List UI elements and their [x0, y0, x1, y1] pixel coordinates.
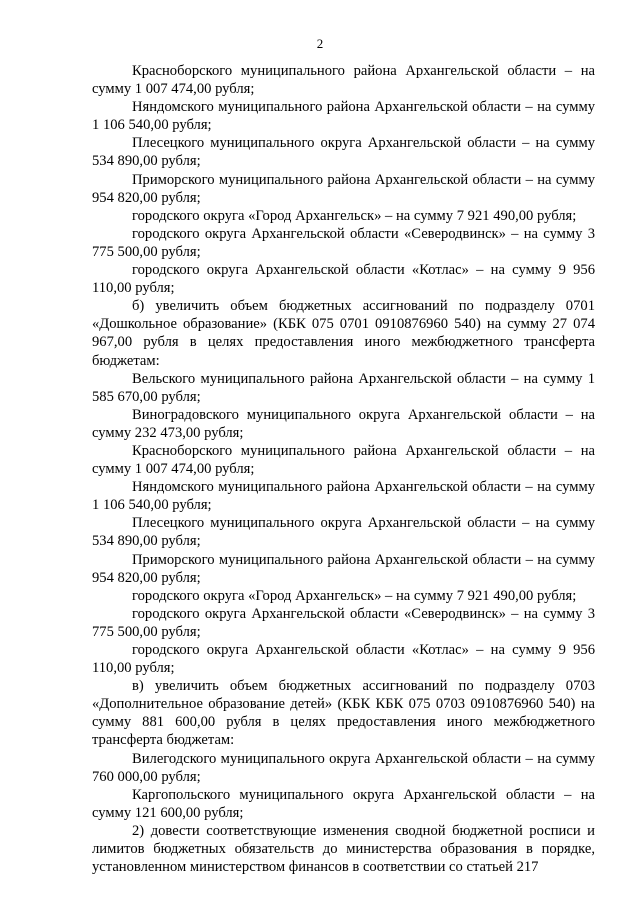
paragraph: Няндомского муниципального района Архангельской области – на сумму 1 106 540,00 рубля; — [92, 479, 595, 514]
paragraph: Вельского муниципального района Архангельской области – на сумму 1 585 670,00 рубля; — [92, 370, 595, 405]
paragraph: городского округа Архангельской области «Северодвинск» – на сумму 3 775 500,00 рубля; — [92, 605, 595, 640]
paragraph: городского округа Архангельской области «Котлас» – на сумму 9 956 110,00 рубля; — [92, 642, 595, 677]
paragraph: Каргопольского муниципального округа Архангельской области – на сумму 121 600,00 рубля; — [92, 786, 595, 821]
paragraph: Приморского муниципального района Архангельской области – на сумму 954 820,00 рубля; — [92, 551, 595, 586]
paragraph: б) увеличить объем бюджетных ассигнований по подразделу 0701 «Дошкольное образование» (КБК 075 0701 0910876960 540) на сумму 27 074 967,00 рубля в целях предоставления иного межбюджетного трансферта бюджетам: — [92, 298, 595, 369]
paragraph: городского округа Архангельской области «Северодвинск» – на сумму 3 775 500,00 рубля; — [92, 225, 595, 260]
paragraph: Няндомского муниципального района Архангельской области – на сумму 1 106 540,00 рубля; — [92, 99, 595, 134]
page-number: 2 — [316, 36, 324, 51]
paragraph: городского округа «Город Архангельск» – на сумму 7 921 490,00 рубля; — [132, 587, 577, 604]
paragraph: городского округа Архангельской области «Котлас» – на сумму 9 956 110,00 рубля; — [92, 262, 595, 297]
paragraph: Красноборского муниципального района Архангельской области – на сумму 1 007 474,00 рубля; — [92, 63, 595, 98]
paragraph: в) увеличить объем бюджетных ассигнований по подразделу 0703 «Дополнительное образование детей» (КБК КБК 075 0703 0910876960 540) на сумму 881 600,00 рубля в целях предоставления иного межбюджетного трансферта бюджетам: — [92, 678, 595, 749]
paragraph: Приморского муниципального района Архангельской области – на сумму 954 820,00 рубля; — [92, 171, 595, 206]
paragraph: Плесецкого муниципального округа Архангельской области – на сумму 534 890,00 рубля; — [92, 515, 595, 550]
paragraph: Красноборского муниципального района Архангельской области – на сумму 1 007 474,00 рубля; — [92, 442, 595, 478]
paragraph: городского округа «Город Архангельск» – на сумму 7 921 490,00 рубля; — [132, 207, 577, 224]
paragraph: Плесецкого муниципального округа Архангельской области – на сумму 534 890,00 рубля; — [92, 135, 595, 170]
paragraph: Вилегодского муниципального округа Архангельской области – на сумму 760 000,00 рубля; — [92, 750, 595, 785]
document-body — [92, 62, 595, 876]
paragraph: Виноградовского муниципального округа Архангельской области – на сумму 232 473,00 рубля; — [92, 406, 595, 441]
paragraph: 2) довести соответствующие изменения сводной бюджетной росписи и лимитов бюджетных обязательств до министерства образования в порядке, установленном министерством финансов в соответствии со статьей 217 — [92, 822, 595, 876]
